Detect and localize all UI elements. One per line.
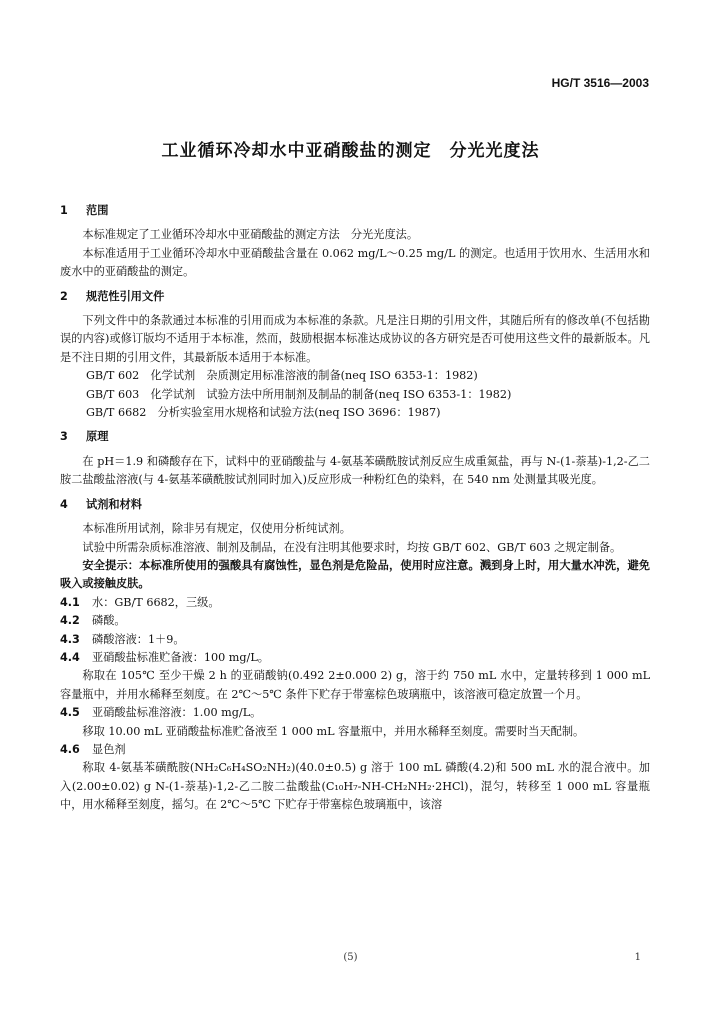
section-heading-1 <box>60 202 650 220</box>
paragraph: 称取 4-氨基苯磺酰胺(NH₂C₆H₄SO₂NH₂)(40.0±0.5) g 溶于 100 mL 磷酸(4.2)和 500 mL 水的混合液中。加入(2.00±0.02) g N-(1-萘基)-1,2-乙二胺二盐酸盐(C₁₀H₇-NH-CH₂NH₂·2HCl)，混匀，转移至 1 000 mL 容量瓶中，用水稀释至刻度，摇匀。在 2℃～5℃ 下贮存于带塞棕色玻璃瓶中，该溶 <box>60 761 650 812</box>
section-number: 4 <box>60 497 68 511</box>
subclause-number: 4.3 <box>60 632 80 646</box>
subclause-4-3 <box>60 631 650 649</box>
subclause-number: 4.6 <box>60 742 80 756</box>
section-title: 范围 <box>86 204 109 217</box>
subclause-number: 4.1 <box>60 595 80 609</box>
section-title: 原理 <box>86 430 109 444</box>
reference-item: GB/T 6682 分析实验室用水规格和试验方法(neq ISO 3696：1987) <box>86 406 441 420</box>
paragraph: 在 pH＝1.9 和磷酸存在下，试料中的亚硝酸盐与 4-氨基苯磺酰胺试剂反应生成重氮盐，再与 N-(1-萘基)-1,2-乙二胺二盐酸盐溶液(与 4-氨基苯磺酰胺试剂同时加入)反应形成一种粉红色的染料，在 540 nm 处测量其吸光度。 <box>60 454 650 487</box>
footer-center-label: (5) <box>343 952 358 963</box>
document-title: 工业循环冷却水中亚硝酸盐的测定 分光光度法 <box>161 141 540 161</box>
standard-code: HG/T 3516—2003 <box>551 76 649 90</box>
subclause-text: 亚硝酸盐标准贮备液：100 mg/L。 <box>92 650 269 664</box>
paragraph: 称取在 105℃ 至少干燥 2 h 的亚硝酸钠(0.492 2±0.000 2) g，溶于约 750 mL 水中，定量转移到 1 000 mL 容量瓶中，并用水稀释至刻度。在 2℃～5℃ 条件下贮存于带塞棕色玻璃瓶中，该溶液可稳定放置一个月。 <box>60 669 650 701</box>
section-number: 2 <box>60 289 68 303</box>
subclause-number: 4.4 <box>60 650 80 664</box>
subclause-number: 4.5 <box>60 706 80 720</box>
section-number: 1 <box>60 204 68 217</box>
safety-note: 安全提示：本标准所使用的强酸具有腐蚀性，显色剂是危险品，使用时应注意。溅到身上时，用大量水冲洗，避免吸入或接触皮肤。 <box>60 558 650 591</box>
section-heading-4 <box>60 496 650 514</box>
subclause-4-5 <box>60 704 650 722</box>
subclause-text: 水：GB/T 6682，三级。 <box>92 595 220 609</box>
paragraph: 本标准所用试剂，除非另有规定，仅使用分析纯试剂。 <box>82 522 351 536</box>
subclause-number: 4.2 <box>60 614 80 628</box>
subclause-4-1 <box>60 594 650 612</box>
subclause-4-2 <box>60 612 650 630</box>
document-body <box>60 196 650 815</box>
subclause-4-6 <box>60 741 650 759</box>
paragraph: 试验中所需杂质标准溶液、制剂及制品，在没有注明其他要求时，均按 GB/T 602、GB/T 603 之规定制备。 <box>82 540 622 554</box>
section-title: 规范性引用文件 <box>86 289 165 303</box>
reference-item: GB/T 603 化学试剂 试验方法中所用制剂及制品的制备(neq ISO 6353-1：1982) <box>86 387 512 401</box>
section-title: 试剂和材料 <box>86 497 142 511</box>
section-heading-3 <box>60 428 650 446</box>
paragraph: 移取 10.00 mL 亚硝酸盐标准贮备液至 1 000 mL 容量瓶中，并用水稀释至刻度。需要时当天配制。 <box>82 724 585 738</box>
paragraph: 本标准规定了工业循环冷却水中亚硝酸盐的测定方法 分光光度法。 <box>82 228 419 242</box>
section-number: 3 <box>60 430 68 444</box>
reference-item: GB/T 602 化学试剂 杂质测定用标准溶液的制备(neq ISO 6353-1：1982) <box>86 369 478 383</box>
subclause-text: 亚硝酸盐标准溶液：1.00 mg/L。 <box>92 706 262 720</box>
paragraph: 本标准适用于工业循环冷却水中亚硝酸盐含量在 0.062 mg/L～0.25 mg/L 的测定。也适用于饮用水、生活用水和废水中的亚硝酸盐的测定。 <box>60 246 650 279</box>
subclause-4-4 <box>60 649 650 667</box>
subclause-text: 显色剂 <box>92 742 126 756</box>
subclause-text: 磷酸溶液：1＋9。 <box>92 632 185 646</box>
page-number: 1 <box>634 952 641 963</box>
section-heading-2 <box>60 288 650 306</box>
paragraph: 下列文件中的条款通过本标准的引用而成为本标准的条款。凡是注日期的引用文件，其随后所有的修改单(不包括勘误的内容)或修订版均不适用于本标准，然而，鼓励根据本标准达成协议的各方研究是否可使用这些文件的最新版本。凡是不注日期的引用文件，其最新版本适用于本标准。 <box>60 314 650 364</box>
subclause-text: 磷酸。 <box>92 614 126 628</box>
